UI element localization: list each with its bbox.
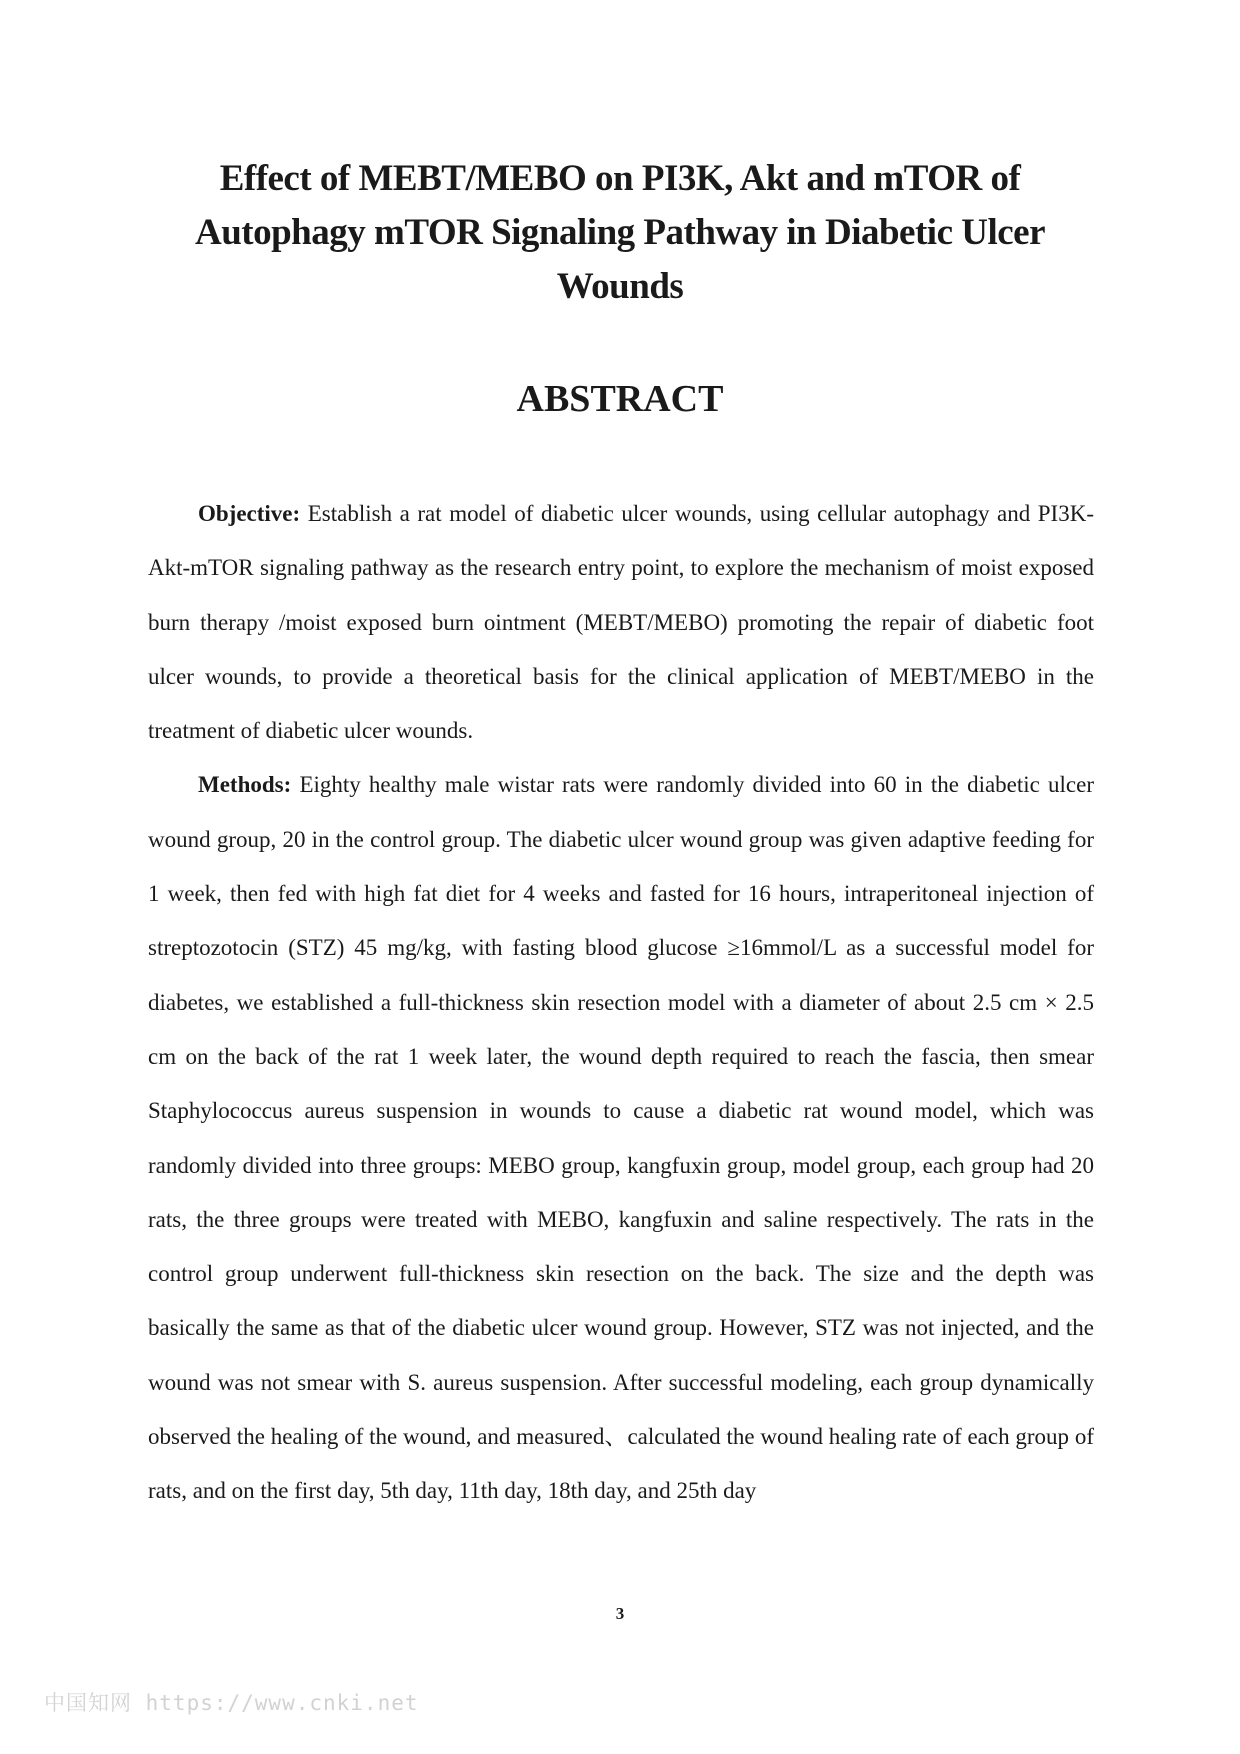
objective-paragraph (148, 487, 1094, 758)
methods-paragraph (148, 758, 1094, 1518)
objective-label: Objective: (198, 501, 301, 526)
paper-title: Effect of MEBT/MEBO on PI3K, Akt and mTOR of Autophagy mTOR Signaling Pathway in Diabetic Ulcer Wounds (194, 158, 1046, 307)
page-number: 3 (615, 1604, 625, 1623)
methods-text: Eighty healthy male wistar rats were randomly divided into 60 in the diabetic ulcer wound group, 20 in the control group. The diabetic ulcer wound group was given adaptive feeding for 1 week, then fed with high fat diet for 4 weeks and fasted for 16 hours, intraperitoneal injection of streptozotocin (STZ) 45 mg/kg, with fasting blood glucose ≥16mmol/L as a successful model for diabetes, we established a full-thickness skin resection model with a diameter of about 2.5 cm × 2.5 cm on the back of the rat 1 week later, the wound depth required to reach the fascia, then smear Staphylococcus aureus suspension in wounds to cause a diabetic rat wound model, which was randomly divided into three groups: MEBO group, kangfuxin group, model group, each group had 20 rats, the three groups were treated with MEBO, kangfuxin and saline respectively. The rats in the control group underwent full-thickness skin resection on the back. The size and the depth was basically the same as that of the diabetic ulcer wound group. However, STZ was not injected, and the wound was not smear with S. aureus suspension. After successful modeling, each group dynamically observed the healing of the wound, and measured、calculated the wound healing rate of each group of rats, and on the first day, 5th day, 11th day, 18th day, and 25th day (148, 772, 1094, 1504)
methods-label: Methods: (198, 772, 292, 798)
abstract-heading: ABSTRACT (516, 378, 724, 420)
objective-text: Establish a rat model of diabetic ulcer wounds, using cellular autophagy and PI3K-Akt-mTOR signaling pathway as the research entry point, to explore the mechanism of moist exposed burn therapy /moist exposed burn ointment (MEBT/MEBO) promoting the repair of diabetic foot ulcer wounds, to provide a theoretical basis for the clinical application of MEBT/MEBO in the treatment of diabetic ulcer wounds. (148, 501, 1094, 744)
abstract-body (148, 487, 1094, 1519)
cnki-watermark: 中国知网 https://www.cnki.net (44, 1691, 419, 1715)
